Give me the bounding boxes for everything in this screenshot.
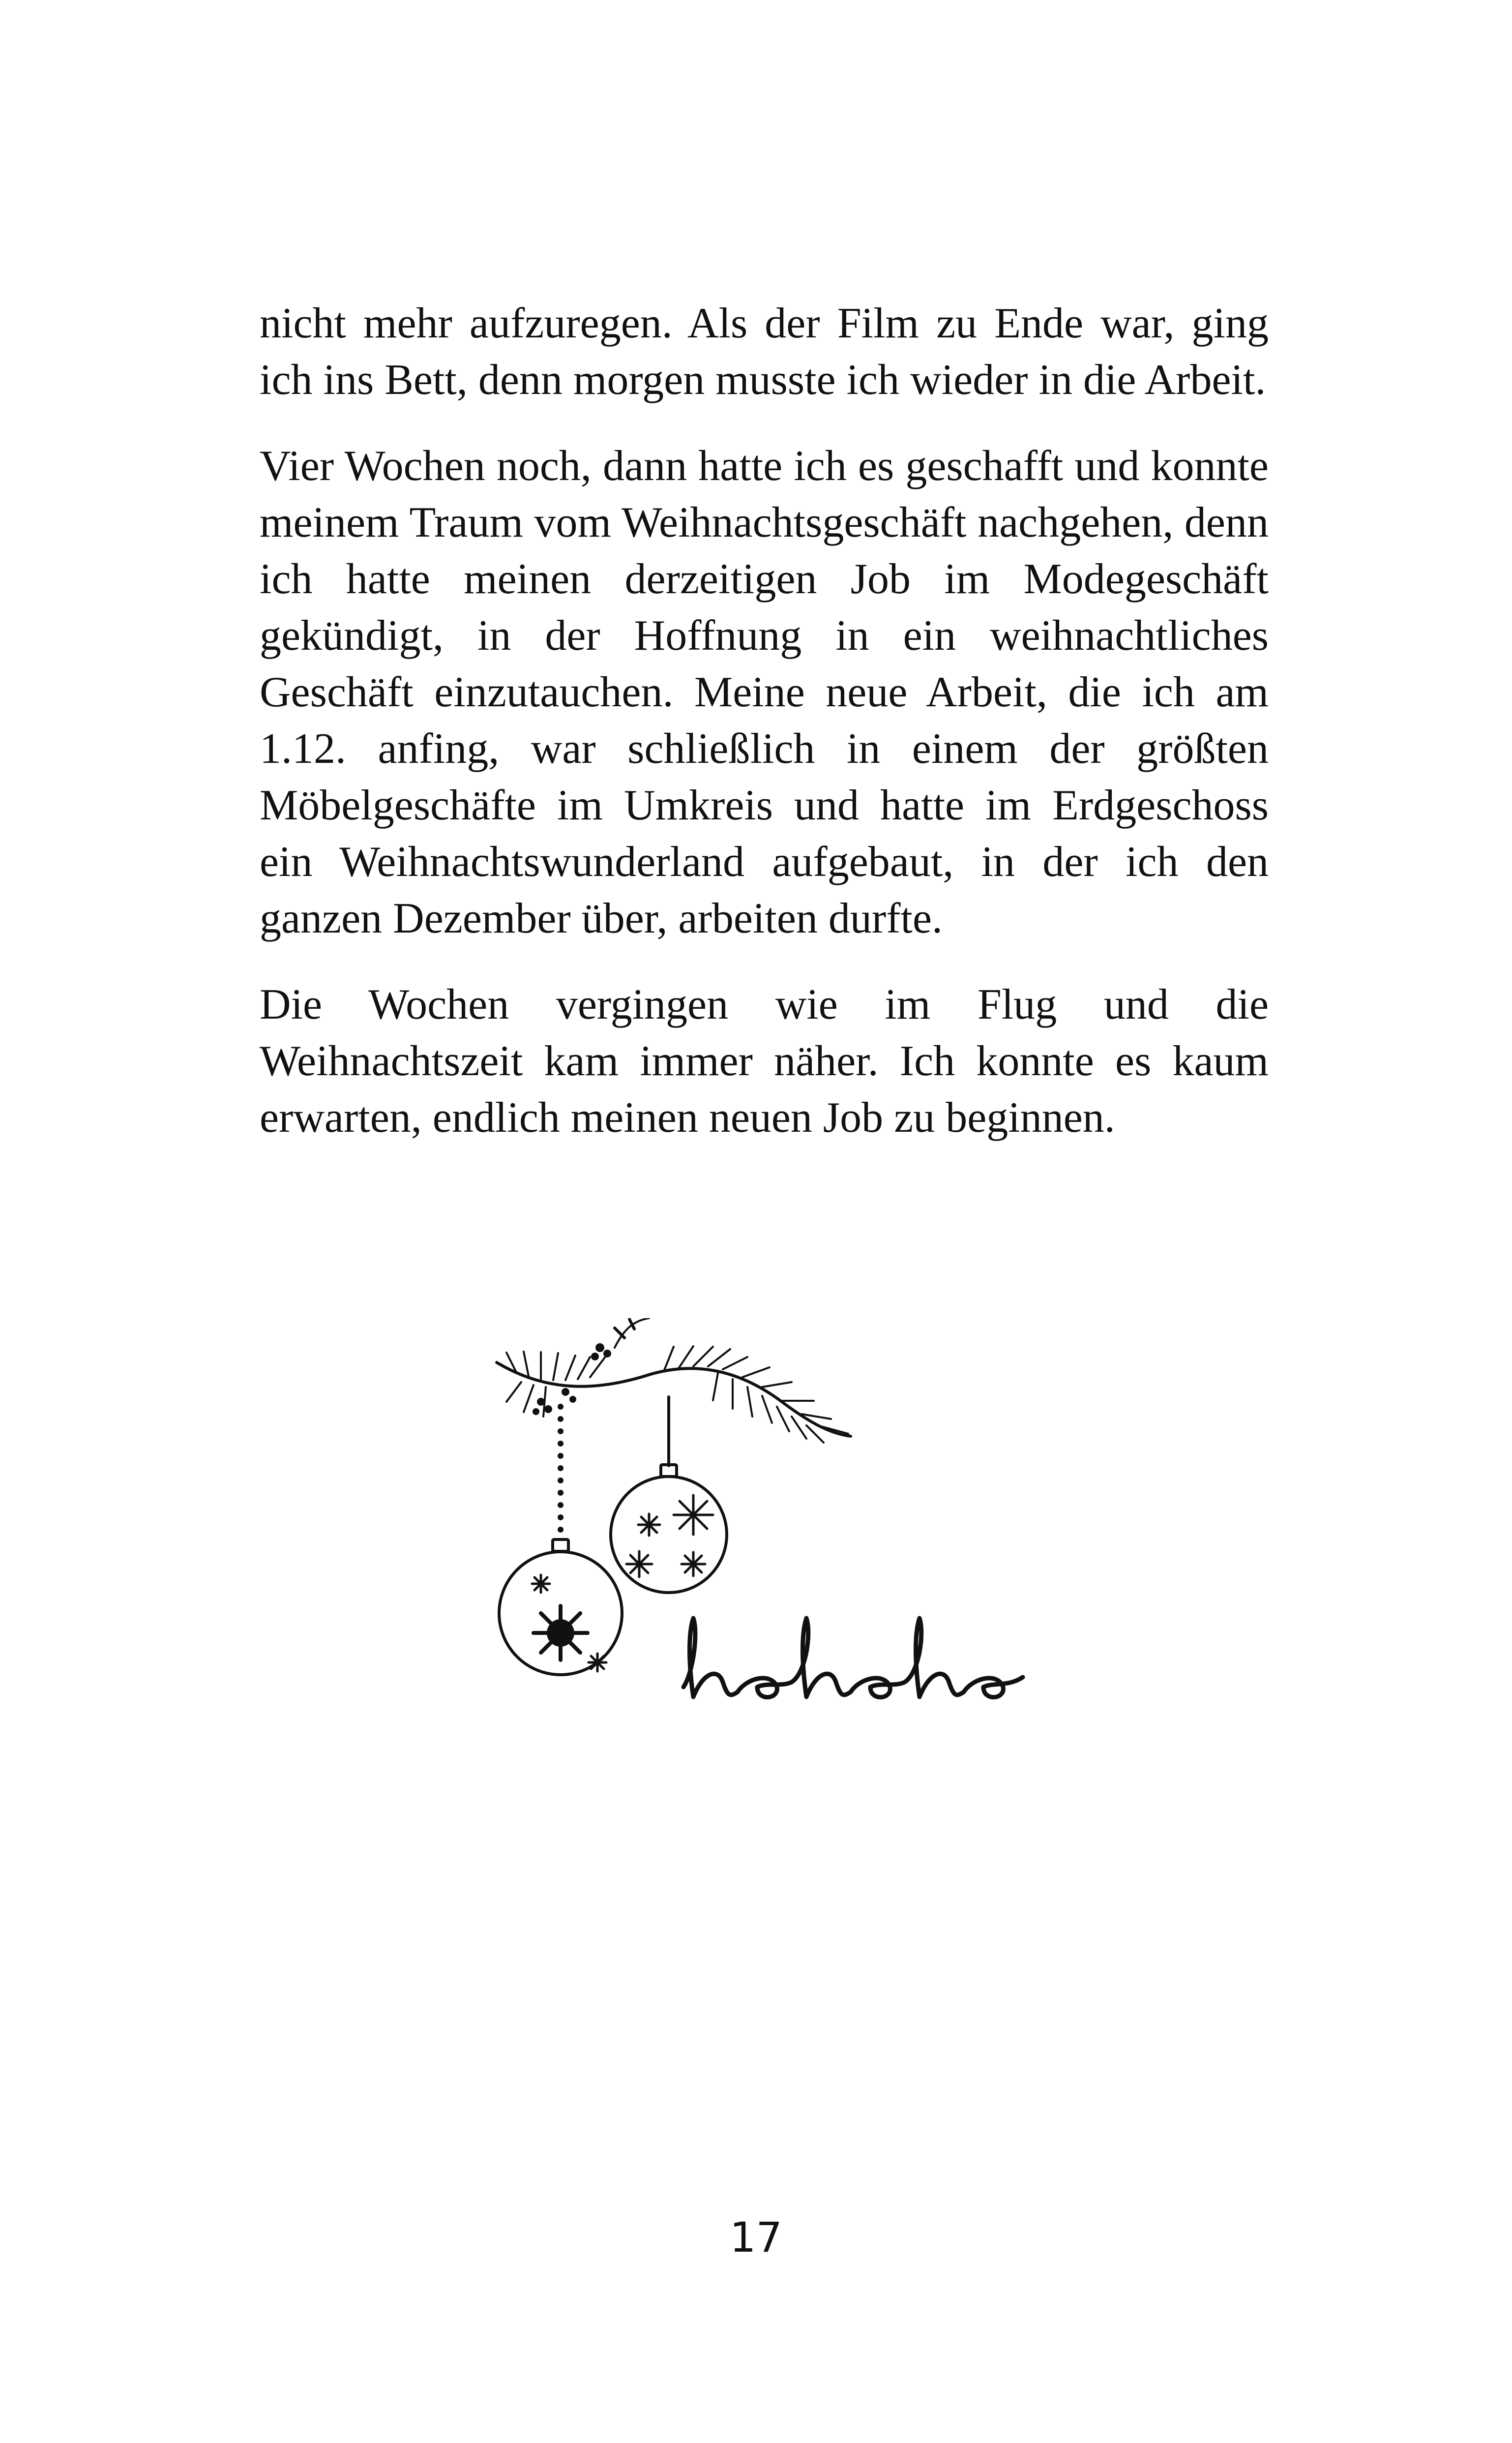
paragraph-1: nicht mehr aufzuregen. Als der Film zu Ende war, ging ich ins Bett, denn morgen musste ich wieder in die Arbeit. xyxy=(260,300,1269,404)
page-number: 17 xyxy=(730,2213,782,2262)
paragraph-3: Die Wochen vergingen wie im Flug und die Weihnachtszeit kam immer näher. Ich konnte es kaum erwarten, endlich meinen neuen Job zu beginnen. xyxy=(260,981,1269,1142)
hohoho-script xyxy=(683,1618,1023,1697)
body-text xyxy=(260,295,1269,1176)
christmas-ornaments-illustration xyxy=(487,1318,1067,1741)
paragraph-2: Vier Wochen noch, dann hatte ich es geschafft und konnte meinem Traum vom Weihnachtsgeschäft nachgehen, denn ich hatte meinen derzeitigen Job im Modegeschäft gekündigt, in der Hoffnung in ein weihnachtliches Geschäft einzutauchen. Meine neue Arbeit, die ich am 1.12. anfing, war schließlich in einem der größten Möbelgeschäfte im Umkreis und hatte im Erdgeschoss ein Weihnachtswunderland aufgebaut, in der ich den ganzen Dezember über, arbeiten durfte. xyxy=(260,442,1269,942)
